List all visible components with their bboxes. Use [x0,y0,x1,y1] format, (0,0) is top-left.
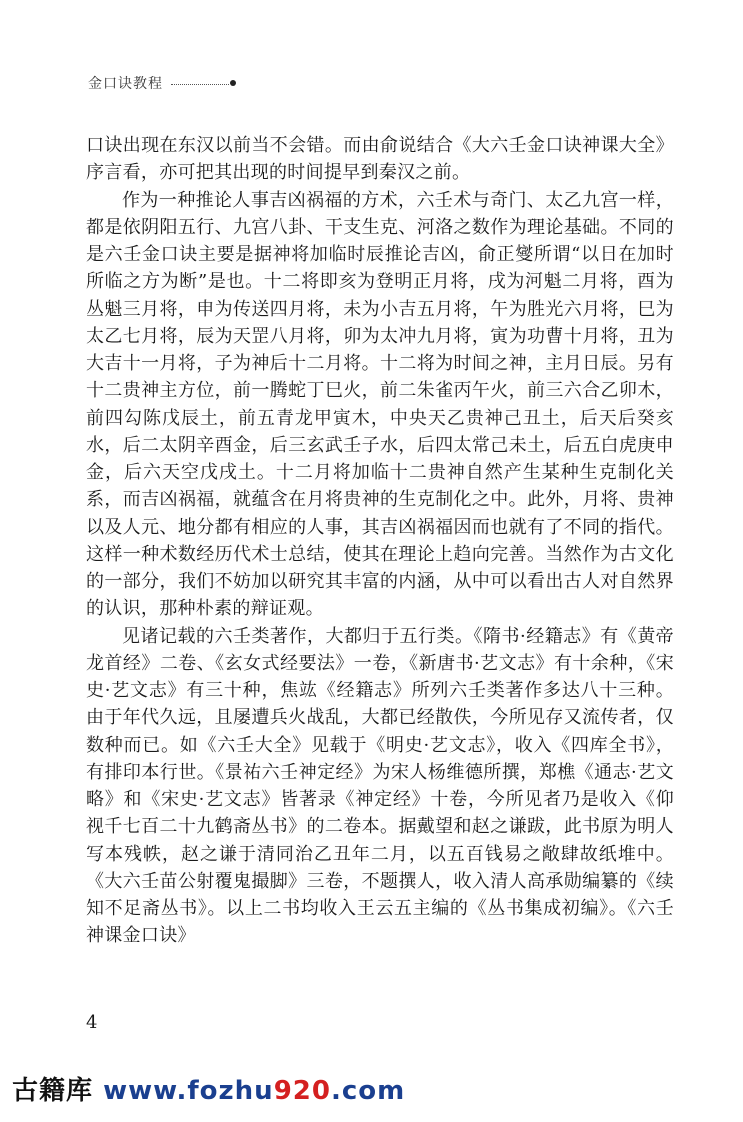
watermark-url-prefix: www.fozhu [103,1075,274,1106]
paragraph-liuren-theory: 作为一种推论人事吉凶祸福的方术，六壬术与奇门、太乙九宫一样，都是依阴阳五行、九宫八卦、干支生克、河洛之数作为理论基础。不同的是六壬金口诀主要是据神将加临时辰推论吉凶，俞正燮所谓“以日在加时所临之方为断”是也。十二将即亥为登明正月将，戌为河魁二月将，酉为丛魁三月将，申为传送四月将，未为小吉五月将，午为胜光六月将，巳为太乙七月将，辰为天罡八月将，卯为太冲九月将，寅为功曹十月将，丑为大吉十一月将，子为神后十二月将。十二将为时间之神，主月日辰。另有十二贵神主方位，前一腾蛇丁巳火，前二朱雀丙午火，前三六合乙卯木，前四勾陈戊辰土，前五青龙甲寅木，中央天乙贵神己丑土，后天后癸亥水，后二太阴辛酉金，后三玄武壬子水，后四太常己未土，后五白虎庚申金，后六天空戊戌土。十二月将加临十二贵神自然产生某种生克制化关系，而吉凶祸福，就蕴含在月将贵神的生克制化之中。此外，月将、贵神以及人元、地分都有相应的人事，其吉凶祸福因而也就有了不同的指代。这样一种术数经历代术士总结，使其在理论上趋向完善。当然作为古文化的一部分，我们不妨加以研究其丰富的内涵，从中可以看出古人对自然界的认识，那种朴素的辩证观。 [86,189,674,620]
watermark-url-number: 920 [273,1075,331,1106]
watermark-url-suffix: .com [330,1075,406,1106]
page-number: 4 [86,1012,98,1033]
watermark-banner [0,1054,743,1122]
watermark-text [12,1070,405,1107]
header-rule [171,84,229,85]
running-title: 金口诀教程 [88,76,163,92]
paragraph-continuation: 口诀出现在东汉以前当不会错。而由俞说结合《大六壬金口诀神课大全》序言看，亦可把其出现的时间提早到秦汉之前。 [86,135,674,184]
running-header [88,73,236,93]
header-dot [230,80,236,86]
paragraph-bibliography: 见诸记载的六壬类著作，大都归于五行类。《隋书·经籍志》有《黄帝龙首经》二卷、《玄女式经要法》一卷，《新唐书·艺文志》有十余种，《宋史·艺文志》有三十种，焦竑《经籍志》所列六壬类著作多达八十三种。由于年代久远，且屡遭兵火战乱，大都已经散佚，今所见存又流传者，仅数种而已。如《六壬大全》见载于《明史·艺文志》，收入《四库全书》，有排印本行世。《景祐六壬神定经》为宋人杨维德所撰，郑樵《通志·艺文略》和《宋史·艺文志》皆著录《神定经》十卷，今所见者乃是收入《仰视千七百二十九鹤斋丛书》的二卷本。据戴望和赵之谦跋，此书原为明人写本残帙，赵之谦于清同治乙丑年二月，以五百钱易之敞肆故纸堆中。《大六壬苗公射覆鬼撮脚》三卷，不题撰人，收入清人高承勋编纂的《续知不足斋丛书》。以上二书均收入王云五主编的《丛书集成初编》。《六壬神课金口诀》 [86,625,674,947]
body-text [86,132,674,950]
watermark-site-name: 古籍库 [12,1075,94,1106]
